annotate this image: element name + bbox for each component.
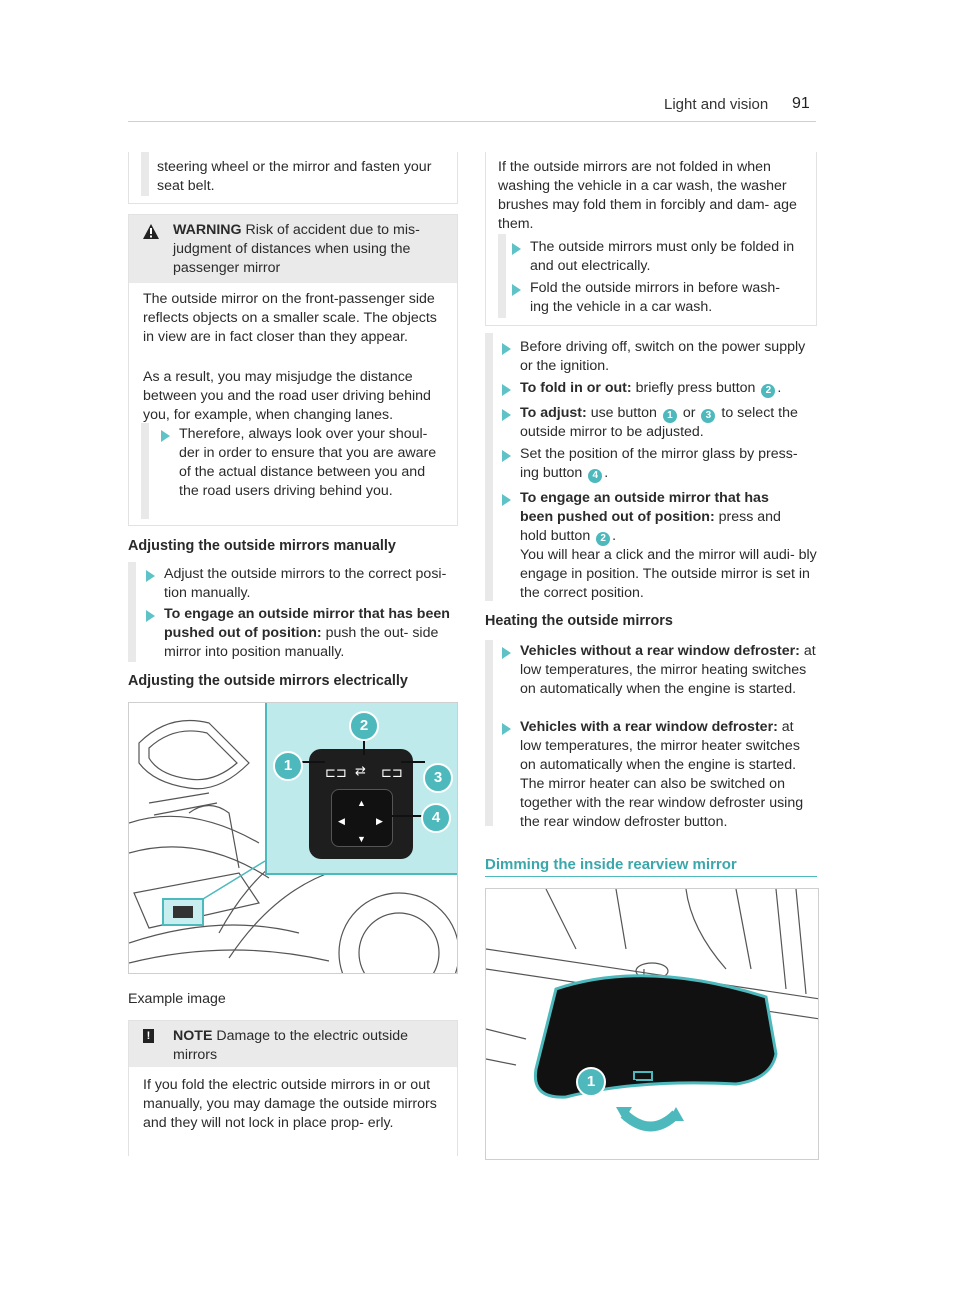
step-engage-rest: press and: [718, 509, 781, 525]
step-engage: To engage an outside mirror that has been pushed out of position: press and hold button 2 . You will hear a click and the mirror will audi- bly engage in position. The outside mirror is set in the correct position.: [520, 490, 817, 601]
car-wash-bullet-1: The outside mirrors must only be folded in and out electrically.: [530, 239, 795, 274]
heating-without-defroster: [520, 642, 818, 699]
heating-without-rest: at low temperatures, the mirror heating switches on automatically when the engine is started.: [520, 643, 816, 697]
dimming-rule: [485, 876, 817, 877]
step-engage-bold-b: been pushed out of position:: [520, 509, 715, 525]
note-title-line2: mirrors: [173, 1047, 218, 1063]
gray-bar: [485, 333, 493, 601]
warning-title: WARNING: [173, 222, 242, 238]
step-adjust: [520, 404, 818, 442]
step-adjust-or: or: [682, 405, 696, 421]
step-engage-body: You will hear a click and the mirror will audi- bly engage in position. The outside mirror is set in the correct position.: [520, 547, 817, 601]
heating-heading: Heating the outside mirrors: [485, 613, 673, 629]
note-title-line1: [173, 1027, 408, 1046]
arrow-down-icon: ▼: [357, 834, 366, 844]
arrow-up-icon: ▲: [357, 798, 366, 808]
heating-with-rest-a: at: [781, 719, 794, 735]
note-box: [128, 1020, 458, 1156]
step-engage-bold-a: To engage an outside mirror that has: [520, 490, 769, 506]
button-ref: 2: [596, 532, 610, 546]
step-engage-hold: hold button: [520, 528, 591, 544]
bullet-icon: [146, 610, 155, 622]
callout-line: [401, 761, 425, 763]
car-wash-box: [485, 152, 817, 326]
dimming-heading: Dimming the inside rearview mirror: [485, 856, 737, 873]
step-adjust-text-c: outside mirror to be adjusted.: [520, 424, 704, 440]
bullet-icon: [502, 450, 511, 462]
step-set-glass-b: ing button: [520, 465, 583, 481]
switch-panel: [309, 749, 413, 859]
bullet-icon: [502, 384, 511, 396]
heating-with-bold: Vehicles with a rear window defroster:: [520, 719, 778, 735]
rearview-mirror-figure: [485, 888, 819, 1160]
electric-heading: Adjusting the outside mirrors electrically: [128, 673, 408, 689]
car-wash-intro: If the outside mirrors are not folded in when washing the vehicle in a car wash, the washer brushes may fold them in forcibly and dam- age them.: [498, 159, 797, 232]
arrow-right-icon: ▶: [376, 816, 383, 826]
figure-caption: Example image: [128, 991, 226, 1007]
step-fold-text: briefly press button: [635, 380, 756, 396]
warning-title-line1: [173, 221, 420, 240]
button-ref: 1: [663, 409, 677, 423]
warning-title-line2: judgment of distances when using the: [173, 241, 411, 257]
direction-pad: [331, 789, 393, 847]
note-title-rest: Damage to the electric outside: [216, 1028, 409, 1044]
step-set-glass: Set the position of the mirror glass by press- ing button 4 .: [520, 446, 798, 481]
manual-bullet-2-rest: push the out- side mirror into position manually.: [164, 625, 439, 660]
warning-body-2: As a result, you may misjudge the distance between you and the road user driving behind you, for example, when changing lanes.: [143, 369, 431, 423]
fold-mirror-icon: ⇄: [355, 763, 366, 778]
note-title: NOTE: [173, 1028, 213, 1044]
callout-3: 3: [423, 763, 453, 793]
callout-2: 2: [349, 711, 379, 741]
bullet-icon: [502, 343, 511, 355]
top-continuation-box: [128, 152, 458, 204]
step-fold-bold: To fold in or out:: [520, 380, 632, 396]
bullet-icon: [502, 494, 511, 506]
door-controls-figure: [128, 702, 458, 974]
gray-bar: [498, 234, 506, 318]
manual-heading: Adjusting the outside mirrors manually: [128, 538, 396, 554]
manual-bullet-2: [164, 605, 458, 662]
callout-4: 4: [421, 803, 451, 833]
gray-bar: [141, 152, 149, 196]
running-header: Light and vision: [664, 96, 769, 113]
callout-line: [363, 739, 365, 755]
rearview-mirror-illustration: [486, 889, 819, 1160]
callout-1: 1: [273, 751, 303, 781]
manual-bullet-1: Adjust the outside mirrors to the correct posi- tion manually.: [164, 566, 447, 601]
callout-1: 1: [576, 1067, 606, 1097]
bullet-icon: [502, 647, 511, 659]
heating-without-bold: Vehicles without a rear window defroster:: [520, 643, 800, 659]
heating-with-rest: low temperatures, the mirror heater switches on automatically when the engine is started. The mirror heater can also be switched on together with the rear window defroster using the rear window defroster button.: [520, 738, 804, 830]
warning-title-line3: passenger mirror: [173, 260, 281, 276]
warning-box: [128, 214, 458, 526]
button-ref: 2: [761, 384, 775, 398]
step-adjust-bold: To adjust:: [520, 405, 587, 421]
bullet-icon: [161, 430, 170, 442]
bullet-icon: [512, 284, 521, 296]
warning-body-1: The outside mirror on the front-passenger side reflects objects on a smaller scale. The objects in view are in fact closer than they appear.: [143, 291, 437, 345]
bullet-icon: [502, 409, 511, 421]
warning-bullet-text: Therefore, always look over your shoul- der in order to ensure that you are aware of the actual distance between you and the road users driving behind you.: [179, 426, 437, 499]
step-set-glass-a: Set the position of the mirror glass by press-: [520, 446, 798, 462]
step-adjust-text: use button: [590, 405, 657, 421]
button-ref: 4: [588, 469, 602, 483]
step-adjust-text-b: to select the: [721, 405, 798, 421]
left-mirror-icon: ⊏⊐: [325, 765, 347, 780]
bullet-icon: [512, 243, 521, 255]
step-fold: To fold in or out: briefly press button 2 .: [520, 380, 782, 396]
exclamation-icon: !: [143, 1029, 154, 1043]
gray-bar: [485, 640, 493, 826]
top-box-text: steering wheel or the mirror and fasten your seat belt.: [157, 159, 432, 194]
gray-bar: [128, 562, 136, 662]
bullet-icon: [502, 723, 511, 735]
right-mirror-icon: ⊏⊐: [381, 765, 403, 780]
car-wash-bullet-2: Fold the outside mirrors in before wash- ing the vehicle in a car wash.: [530, 280, 780, 315]
warning-title-rest: Risk of accident due to mis-: [245, 222, 420, 238]
step-power-on: Before driving off, switch on the power supply or the ignition.: [520, 339, 806, 374]
callout-line: [383, 815, 423, 817]
heating-with-defroster: [520, 718, 818, 832]
arrow-left-icon: ◀: [338, 816, 345, 826]
note-body: If you fold the electric outside mirrors in or out manually, you may damage the outside mirrors and they will not lock in place prop- erly.: [143, 1077, 437, 1131]
gray-bar: [141, 423, 149, 519]
warning-triangle-icon: [143, 224, 159, 239]
bullet-icon: [146, 570, 155, 582]
button-ref: 3: [701, 409, 715, 423]
page-number: 91: [792, 95, 810, 112]
manual-bullet-2-bold: To engage an outside mirror that has been pushed out of position:: [164, 606, 450, 641]
header-rule: [128, 121, 816, 122]
